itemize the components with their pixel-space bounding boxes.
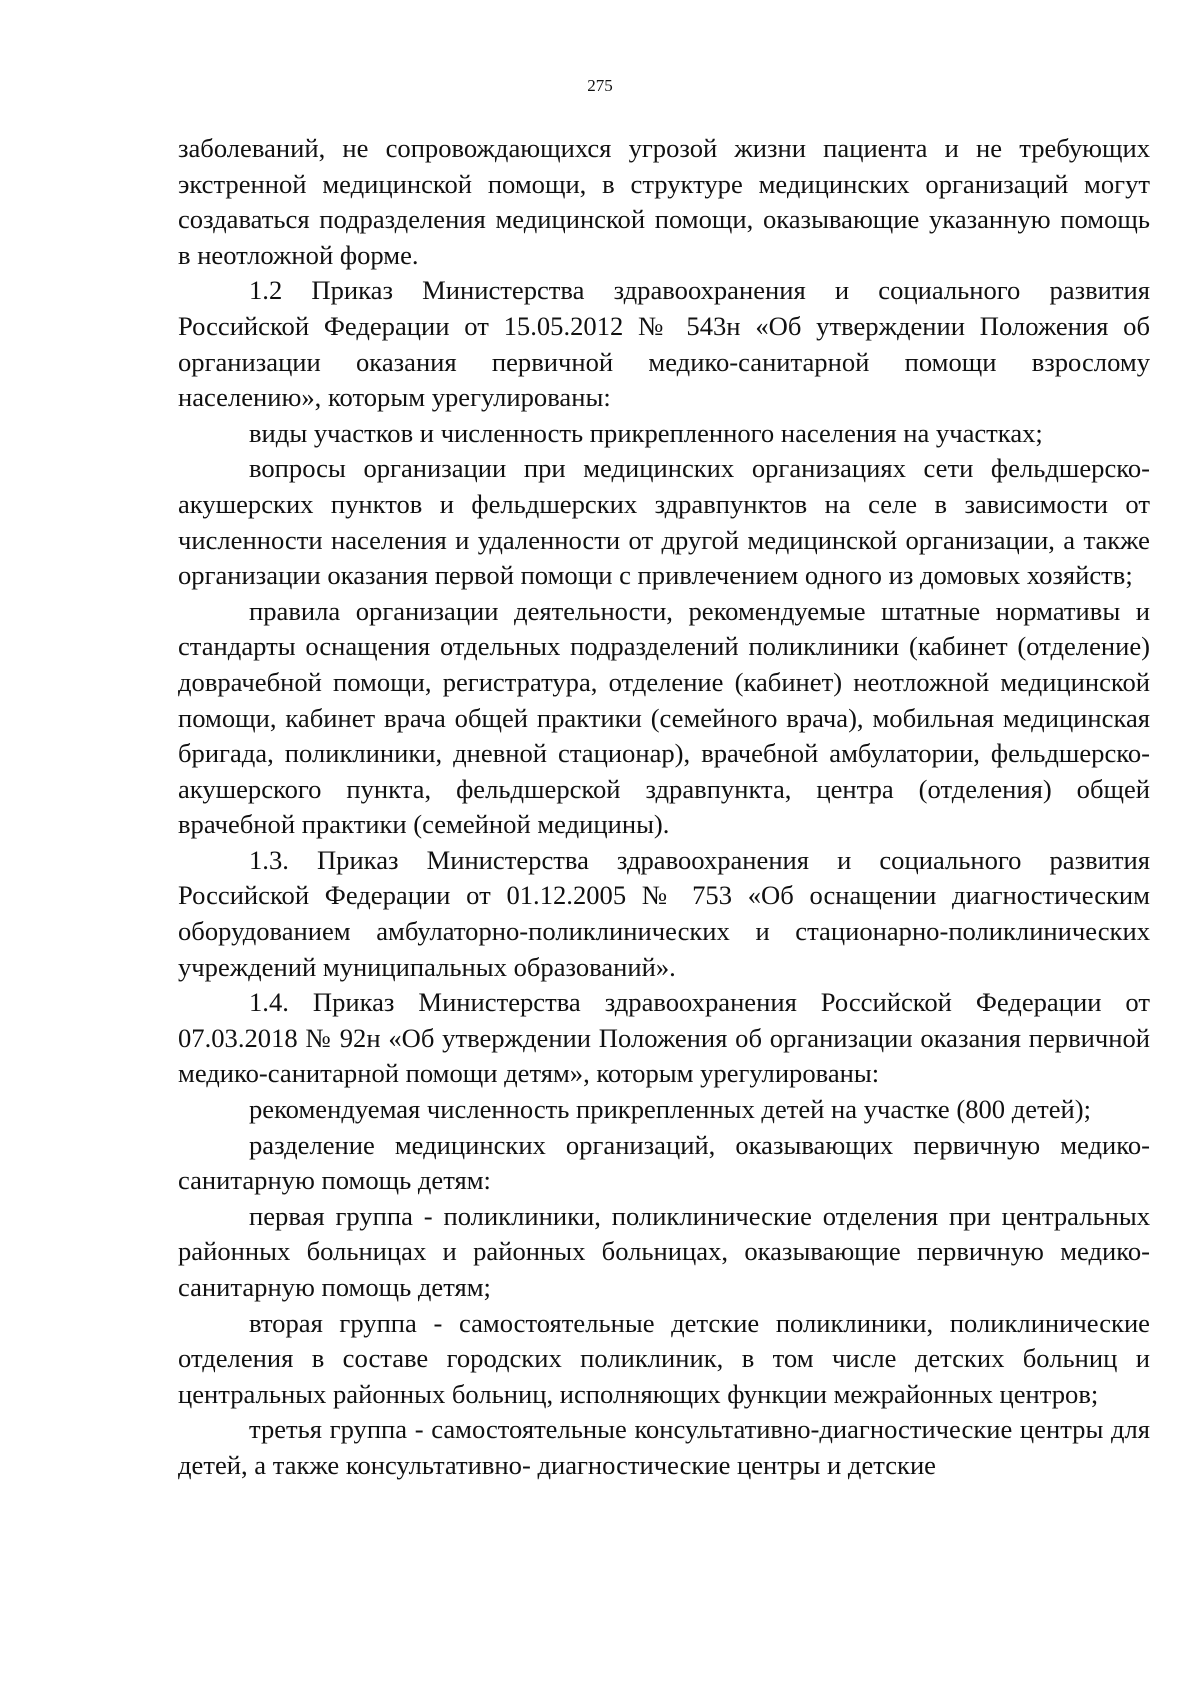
page-number: 275 <box>587 76 613 95</box>
paragraph-order-1-3: 1.3. Приказ Министерства здравоохранения и социального развития Российской Федерации от 01.12.2005 № 753 «Об оснащении диагностическим оборудованием амбулаторно-поликлинических и стационарно-поликлинических учреждений муниципальных образований». <box>178 844 1150 982</box>
paragraph-order-1-2: 1.2 Приказ Министерства здравоохранения и социального развития Российской Федерации от 15.05.2012 № 543н «Об утверждении Положения об организации оказания первичной медико-санитарной помощи взрослому населению», которым урегулированы: <box>178 275 1150 413</box>
paragraph-list-item: рекомендуемая численность прикрепленных детей на участке (800 детей); <box>249 1094 1091 1125</box>
paragraph-group-2: вторая группа - самостоятельные детские поликлиники, поликлинические отделения в составе городских поликлиник, в том числе детских больниц и центральных районных больниц, исполняющих функции межрайонных центров; <box>178 1307 1150 1409</box>
document-body <box>178 131 1150 1484</box>
paragraph-group-3: третья группа - самостоятельные консультативно-диагностические центры для детей, а также консультативно- диагностические центры и детские <box>178 1414 1150 1480</box>
paragraph-continuation: заболеваний, не сопровождающихся угрозой жизни пациента и не требующих экстренной медицинской помощи, в структуре медицинских организаций могут создаваться подразделения медицинской помощи, оказывающие указанную помощь в неотложной форме. <box>178 133 1150 270</box>
paragraph-list-item: виды участков и численность прикрепленного населения на участках; <box>249 417 1043 448</box>
paragraph-list-item: разделение медицинских организаций, оказывающих первичную медико-санитарную помощь детям: <box>178 1129 1150 1196</box>
paragraph-group-1: первая группа - поликлиники, поликлинические отделения при центральных районных больницах и районных больницах, оказывающие первичную медико-санитарную помощь детям; <box>178 1200 1150 1302</box>
paragraph-list-item: правила организации деятельности, рекомендуемые штатные нормативы и стандарты оснащения отдельных подразделений поликлиники (кабинет (отделение) доврачебной помощи, регистратура, отделение (кабинет) неотложной медицинской помощи, кабинет врача общей практики (семейного врача), мобильная медицинская бригада, поликлиники, дневной стационар), врачебной амбулатории, фельдшерско-акушерского пункта, фельдшерской здравпункта, центра (отделения) общей врачебной практики (семейной медицины). <box>178 595 1150 840</box>
paragraph-list-item: вопросы организации при медицинских организациях сети фельдшерско-акушерских пунктов и фельдшерских здравпунктов на селе в зависимости от численности населения и удаленности от другой медицинской организации, а также организации оказания первой помощи с привлечением одного из домовых хозяйств; <box>178 453 1150 591</box>
paragraph-order-1-4: 1.4. Приказ Министерства здравоохранения Российской Федерации от 07.03.2018 № 92н «Об утверждении Положения об организации оказания первичной медико-санитарной помощи детям», которым урегулированы: <box>178 987 1150 1089</box>
